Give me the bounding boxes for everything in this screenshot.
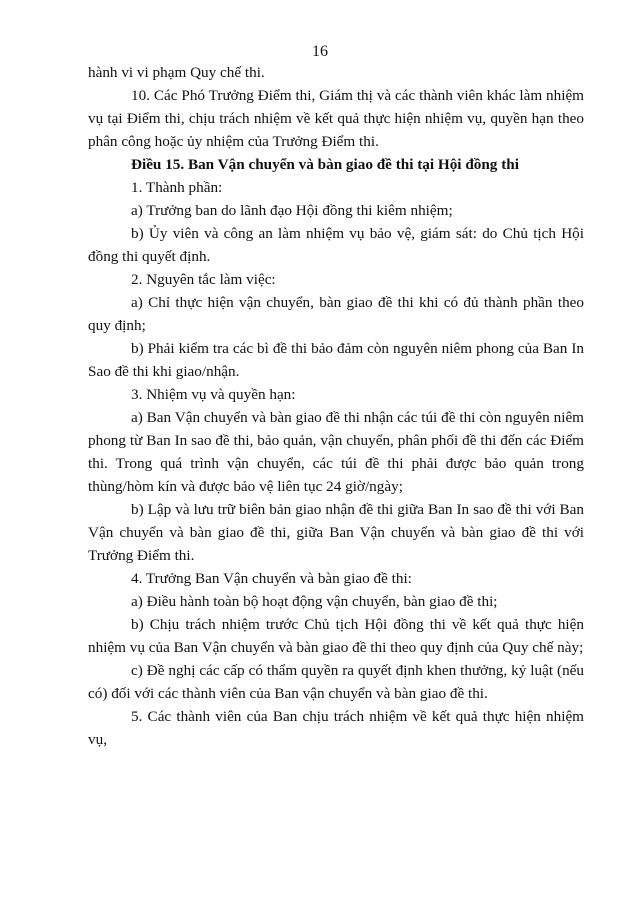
section-4-item-b: b) Chịu trách nhiệm trước Chủ tịch Hội đồng thi về kết quả thực hiện nhiệm vụ của Ban Vận chuyển và bàn giao đề thi theo quy định của Quy chế này; xyxy=(88,616,584,656)
section-4-head: 4. Trưởng Ban Vận chuyển và bàn giao đề thi: xyxy=(131,570,412,587)
section-1-composition: 1. Thành phần: xyxy=(131,179,223,196)
section-4-item-c: c) Đề nghị các cấp có thẩm quyền ra quyết định khen thưởng, kỷ luật (nếu có) đối với các thành viên của Ban vận chuyển và bàn giao đề thi. xyxy=(88,662,584,702)
section-1-item-a: a) Trưởng ban do lãnh đạo Hội đồng thi kiêm nhiệm; xyxy=(131,202,453,219)
section-3-duties: 3. Nhiệm vụ và quyền hạn: xyxy=(131,386,296,403)
section-2-principles: 2. Nguyên tắc làm việc: xyxy=(131,271,276,288)
section-3-item-b: b) Lập và lưu trữ biên bản giao nhận đề thi giữa Ban In sao đề thi với Ban Vận chuyển và bàn giao đề thi, giữa Ban Vận chuyển và bàn giao đề thi với Trưởng Điểm thi. xyxy=(88,501,584,564)
section-2-item-a: a) Chỉ thực hiện vận chuyển, bàn giao đề thi khi có đủ thành phần theo quy định; xyxy=(88,294,584,334)
section-4-item-a: a) Điều hành toàn bộ hoạt động vận chuyển, bàn giao đề thi; xyxy=(131,593,498,610)
section-2-item-b: b) Phải kiểm tra các bì đề thi bảo đảm còn nguyên niêm phong của Ban In Sao đề thi khi giao/nhận. xyxy=(88,340,584,380)
article-15-heading: Điều 15. Ban Vận chuyển và bàn giao đề thi tại Hội đồng thi xyxy=(131,156,519,173)
paragraph-continuation: hành vi vi phạm Quy chế thi. xyxy=(88,64,265,81)
document-body xyxy=(88,61,584,751)
section-1-item-b: b) Ủy viên và công an làm nhiệm vụ bảo vệ, giám sát: do Chủ tịch Hội đồng thi quyết định. xyxy=(88,225,584,265)
section-5-members: 5. Các thành viên của Ban chịu trách nhiệm về kết quả thực hiện nhiệm vụ, xyxy=(88,708,584,748)
section-3-item-a: a) Ban Vận chuyển và bàn giao đề thi nhận các túi đề thi còn nguyên niêm phong từ Ban In sao đề thi, bảo quản, vận chuyển, phân phối đề thi đến các Điểm thi. Trong quá trình vận chuyển, các túi đề thi phải được bảo quản trong thùng/hòm kín và được bảo vệ liên tục 24 giờ/ngày; xyxy=(88,409,584,495)
page-number: 16 xyxy=(312,43,328,60)
paragraph-item-10: 10. Các Phó Trưởng Điểm thi, Giám thị và các thành viên khác làm nhiệm vụ tại Điểm thi, chịu trách nhiệm về kết quả thực hiện nhiệm vụ, quyền hạn theo phân công hoặc ủy nhiệm của Trưởng Điểm thi. xyxy=(88,87,584,150)
